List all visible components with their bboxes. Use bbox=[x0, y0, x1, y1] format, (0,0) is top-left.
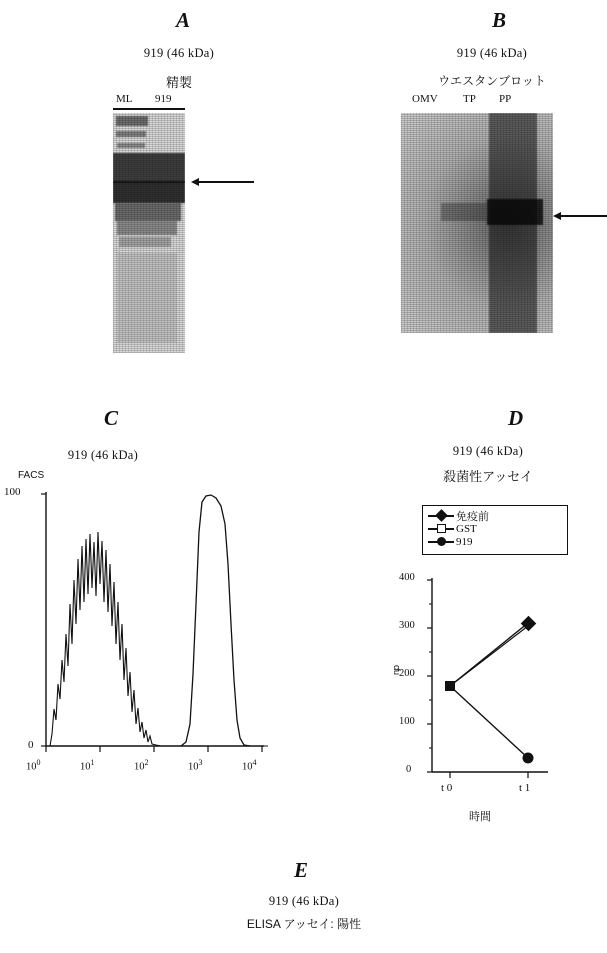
panel-a-gel-image bbox=[113, 113, 185, 353]
gel-band bbox=[117, 221, 177, 235]
tick-exponent: 0 bbox=[36, 758, 41, 767]
panel-d-y-tick-100: 100 bbox=[399, 716, 415, 727]
legend-item-gst bbox=[428, 522, 561, 535]
panel-d-y-tick-200: 200 bbox=[399, 668, 415, 679]
panel-d-y-tick-300: 300 bbox=[399, 620, 415, 631]
panel-d-x-tick-t0: t 0 bbox=[441, 782, 453, 794]
panel-d-bactericidal-chart bbox=[398, 572, 558, 792]
panel-letter-a: A bbox=[176, 8, 192, 32]
panel-b-gel-image bbox=[401, 113, 553, 333]
tick-exponent: 4 bbox=[252, 758, 257, 767]
panel-c-y-max-label: 100 bbox=[4, 486, 21, 498]
panel-c-x-tick-4 bbox=[242, 758, 257, 773]
panel-d-y-tick-400: 400 bbox=[399, 572, 415, 583]
panel-letter-d: D bbox=[508, 406, 525, 430]
panel-c-facs-histogram bbox=[16, 484, 268, 774]
panel-letter-c: C bbox=[104, 406, 120, 430]
panel-d-title: 919 (46 kDa) bbox=[452, 444, 524, 458]
panel-c-title: 919 (46 kDa) bbox=[67, 448, 139, 462]
panel-a-lane-rule bbox=[113, 108, 185, 110]
panel-d-y-axis-label: cfu bbox=[392, 665, 402, 675]
panel-d-x-tick-t1: t 1 bbox=[519, 782, 531, 794]
panel-a-lane-919: 919 bbox=[155, 93, 172, 105]
panel-b-subtitle: ウエスタンブロット bbox=[438, 74, 546, 88]
panel-a-lane-ml: ML bbox=[116, 93, 133, 105]
legend-item-919 bbox=[428, 535, 561, 548]
panel-b-title: 919 (46 kDa) bbox=[456, 46, 528, 60]
legend-label: 919 bbox=[456, 535, 473, 548]
tick-base: 10 bbox=[26, 761, 37, 773]
gel-band bbox=[117, 143, 145, 148]
tick-base: 10 bbox=[242, 761, 253, 773]
legend-marker-diamond-icon bbox=[428, 510, 454, 521]
panel-a-band-arrow-icon bbox=[198, 181, 254, 183]
gel-band bbox=[441, 203, 487, 221]
panel-a-title: 919 (46 kDa) bbox=[143, 46, 215, 60]
panel-c-x-tick-2 bbox=[134, 758, 149, 773]
panel-a-subtitle: 精製 bbox=[165, 75, 192, 90]
panel-b-lane-pp: PP bbox=[499, 93, 512, 105]
panel-c-subtitle: FACS bbox=[18, 470, 45, 481]
panel-e-title: 919 (46 kDa) bbox=[268, 894, 340, 908]
gel-band bbox=[116, 131, 146, 137]
panel-c-x-tick-3 bbox=[188, 758, 203, 773]
legend-item-preimmune bbox=[428, 509, 561, 522]
legend-label: GST bbox=[456, 522, 477, 535]
tick-base: 10 bbox=[134, 761, 145, 773]
tick-base: 10 bbox=[188, 761, 199, 773]
legend-marker-circle-icon bbox=[428, 536, 454, 547]
gel-band-main bbox=[113, 181, 185, 203]
tick-exponent: 3 bbox=[198, 758, 203, 767]
gel-band-main bbox=[487, 199, 543, 225]
legend-marker-square-icon bbox=[428, 523, 454, 534]
tick-exponent: 2 bbox=[144, 758, 149, 767]
gel-band-main bbox=[113, 153, 185, 183]
panel-letter-b: B bbox=[492, 8, 508, 32]
tick-exponent: 1 bbox=[90, 758, 95, 767]
panel-b-lane-omv: OMV bbox=[412, 93, 438, 105]
tick-base: 10 bbox=[80, 761, 91, 773]
gel-band bbox=[119, 237, 171, 247]
panel-d-subtitle: 殺菌性アッセイ bbox=[443, 469, 533, 484]
panel-e-subtitle: ELISA アッセイ: 陽性 bbox=[246, 917, 362, 931]
panel-c-x-tick-0 bbox=[26, 758, 41, 773]
panel-letter-e: E bbox=[294, 858, 310, 882]
panel-d-y-tick-0: 0 bbox=[406, 764, 412, 775]
legend-label: 免疫前 bbox=[456, 510, 489, 523]
panel-c-y-min-label: 0 bbox=[28, 739, 34, 751]
gel-band bbox=[115, 203, 181, 221]
gel-band bbox=[116, 116, 148, 126]
panel-b-band-arrow-icon bbox=[560, 215, 607, 217]
gel-band-faint bbox=[117, 253, 177, 343]
panel-d-legend bbox=[422, 505, 568, 555]
panel-c-x-tick-1 bbox=[80, 758, 95, 773]
panel-b-lane-tp: TP bbox=[463, 93, 476, 105]
panel-d-x-axis-label: 時間 bbox=[469, 811, 491, 823]
